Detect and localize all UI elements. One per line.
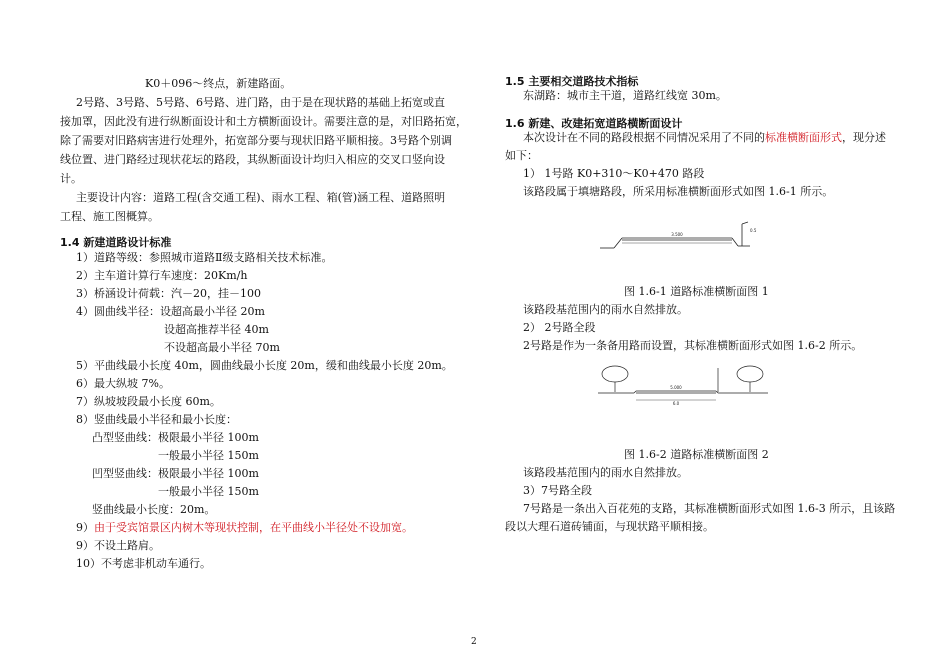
paragraph: 接加罩，因此没有进行纵断面设计和土方横断面设计。需要注意的是，对旧路拓宽， xyxy=(60,115,467,128)
list-item: 5）平曲线最小长度 40m，圆曲线最小长度 20m，缓和曲线最小长度 20m。 xyxy=(76,359,453,372)
section-heading: 1.6 新建、改建拓宽道路横断面设计 xyxy=(505,117,683,130)
list-item: 1）道路等级：参照城市道路Ⅱ级支路相关技术标准。 xyxy=(76,251,333,264)
list-item: 2） 2号路全段 xyxy=(523,321,596,334)
highlighted-text: 标准横断面形式 xyxy=(765,131,842,144)
page-number: 2 xyxy=(471,637,477,647)
paragraph: 工程、施工图概算。 xyxy=(60,210,159,223)
paragraph: K0＋096～终点，新建路面。 xyxy=(145,77,292,90)
cross-section-figure-2 xyxy=(598,362,768,408)
paragraph: 2号路、3号路、5号路、6号路、进门路，由于是在现状路的基础上拓宽或直 xyxy=(76,96,445,109)
list-item: 一般最小半径 150m xyxy=(158,485,259,498)
list-item: 一般最小半径 150m xyxy=(158,449,259,462)
cross-section-figure-1 xyxy=(600,220,765,258)
list-item: 10）不考虑非机动车通行。 xyxy=(76,557,211,570)
list-item: 2）主车道计算行车速度：20Km/h xyxy=(76,269,248,282)
section-heading: 1.5 主要相交道路技术指标 xyxy=(505,75,639,88)
paragraph xyxy=(523,131,886,145)
list-item: 凸型竖曲线：极限最小半径 100m xyxy=(92,431,259,444)
list-item: 设超高推荐半径 40m xyxy=(164,323,269,336)
list-item: 3）7号路全段 xyxy=(523,484,592,497)
list-number: 9） xyxy=(76,521,94,534)
dimension-label: 5.000 xyxy=(670,385,682,390)
dimension-label: 0.5 xyxy=(750,228,757,233)
text-span: 本次设计在不同的路段根据不同情况采用了不同的 xyxy=(523,131,765,144)
tree-icon xyxy=(602,366,628,382)
paragraph: 2号路是作为一条备用路而设置，其标准横断面形式如图 1.6-2 所示。 xyxy=(523,339,863,352)
paragraph: 段以大理石道砖铺面，与现状路平顺相接。 xyxy=(505,520,714,533)
paragraph: 该路段基范围内的雨水自然排放。 xyxy=(523,303,688,316)
paragraph: 如下： xyxy=(505,149,538,162)
paragraph: 计。 xyxy=(60,172,82,185)
list-item: 3）桥涵设计荷载：汽－20，挂－100 xyxy=(76,287,261,300)
list-item: 7）纵坡坡段最小长度 60m。 xyxy=(76,395,221,408)
list-item: 6）最大纵坡 7%。 xyxy=(76,377,170,390)
list-item: 1） 1号路 K0+310～K0+470 路段 xyxy=(523,167,705,180)
paragraph: 除了需要对旧路病害进行处理外，拓宽部分要与现状旧路平顺相接。3号路个别调 xyxy=(60,134,452,147)
list-item: 不设超高最小半径 70m xyxy=(164,341,280,354)
dimension-label: 6.0 xyxy=(672,401,680,406)
paragraph: 该路段属于填塘路段，所采用标准横断面形式如图 1.6-1 所示。 xyxy=(523,185,834,198)
paragraph: 该路段基范围内的雨水自然排放。 xyxy=(523,466,688,479)
figure-caption: 图 1.6-2 道路标准横断面图 2 xyxy=(624,448,769,461)
list-item xyxy=(76,521,413,535)
list-item: 竖曲线最小长度：20m。 xyxy=(92,503,216,516)
tree-icon xyxy=(737,366,763,382)
section-heading: 1.4 新建道路设计标准 xyxy=(60,236,172,249)
dimension-label: 3.500 xyxy=(671,232,683,237)
list-item: 4）圆曲线半径：设超高最小半径 20m xyxy=(76,305,265,318)
list-item: 凹型竖曲线：极限最小半径 100m xyxy=(92,467,259,480)
text-span: ，现分述 xyxy=(842,131,886,144)
paragraph: 主要设计内容：道路工程(含交通工程)、雨水工程、箱(管)涵工程、道路照明 xyxy=(76,191,446,204)
paragraph: 7号路是一条出入百花苑的支路，其标准横断面形式如图 1.6-3 所示，且该路 xyxy=(523,502,896,515)
paragraph: 东湖路：城市主干道，道路红线宽 30m。 xyxy=(523,89,727,102)
paragraph: 线位置、进门路经过现状花坛的路段，其纵断面设计均归入相应的交叉口竖向设 xyxy=(60,153,445,166)
list-item: 8）竖曲线最小半径和最小长度： xyxy=(76,413,237,426)
figure-caption: 图 1.6-1 道路标准横断面图 1 xyxy=(624,285,769,298)
highlighted-text: 由于受宾馆景区内树木等现状控制，在平曲线小半径处不设加宽。 xyxy=(94,521,413,534)
list-item: 9）不设土路肩。 xyxy=(76,539,160,552)
